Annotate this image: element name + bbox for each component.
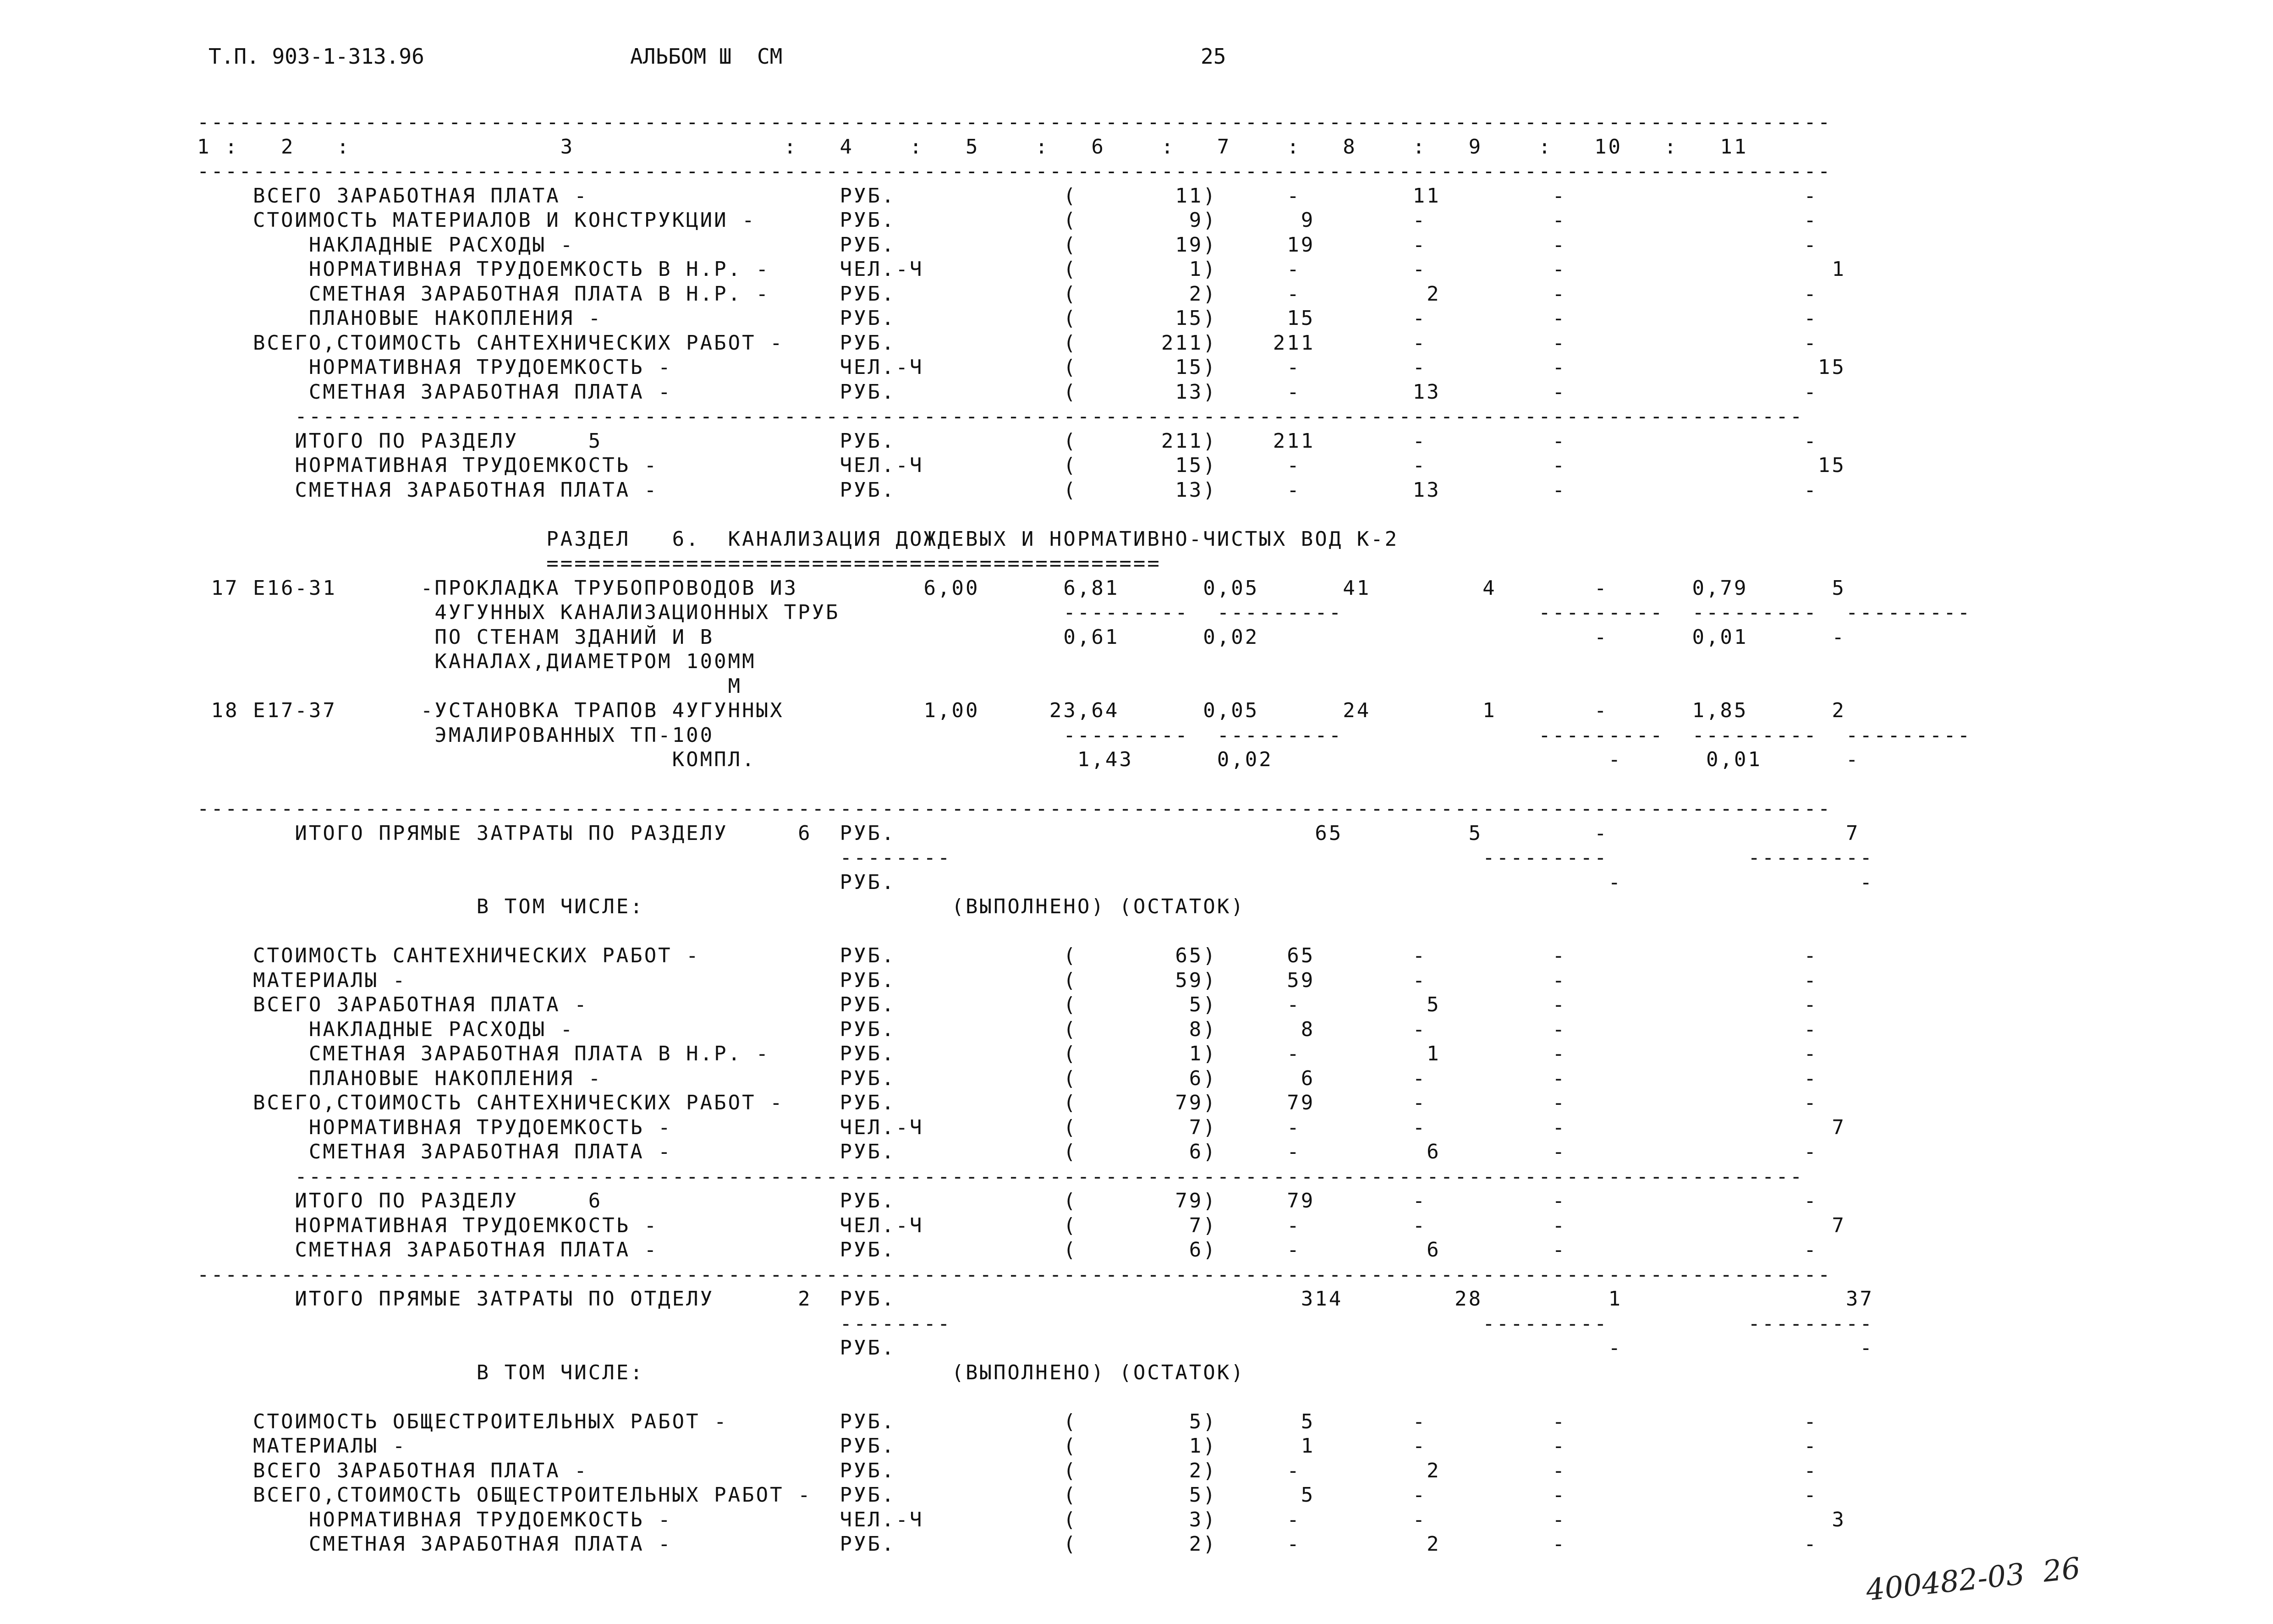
listing-line: СМЕТНАЯ ЗАРАБОТНАЯ ПЛАТА - РУБ. ( 6) - 6 - -	[197, 1140, 1818, 1163]
listing-line: 18 Е17-37 -УСТАНОВКА ТРАПОВ 4УГУННЫХ 1,00 23,64 0,05 24 1 - 1,85 2	[197, 699, 1846, 722]
listing-line: В ТОМ ЧИСЛЕ: (ВЫПОЛНЕНО) (ОСТАТОК)	[197, 895, 1245, 918]
document-code: Т.П. 903-1-313.96	[209, 44, 424, 69]
listing-line: 1 : 2 : 3 : 4 : 5 : 6 : 7 : 8 : 9 : 10 : 11	[197, 135, 1748, 159]
page-number: 25	[1201, 44, 1226, 69]
listing-line: РУБ. - -	[197, 870, 1874, 894]
listing-line: ПЛАНОВЫЕ НАКОПЛЕНИЯ - РУБ. ( 15) 15 - - -	[197, 307, 1818, 330]
listing-line: СМЕТНАЯ ЗАРАБОТНАЯ ПЛАТА - РУБ. ( 13) - 13 - -	[197, 380, 1818, 404]
page-header	[0, 44, 2273, 76]
listing-line: СМЕТНАЯ ЗАРАБОТНАЯ ПЛАТА В Н.Р. - РУБ. ( 1) - 1 - -	[197, 1042, 1818, 1065]
listing-line: ВСЕГО,СТОИМОСТЬ САНТЕХНИЧЕСКИХ РАБОТ - РУБ. ( 211) 211 - - -	[197, 331, 1818, 355]
listing-line: ---------------------------------------------------------------------------------------------------------------------	[197, 159, 1832, 183]
listing-line: ---------------------------------------------------------------------------------------------------------------------	[197, 1262, 1832, 1286]
listing-line: ВСЕГО ЗАРАБОТНАЯ ПЛАТА - РУБ. ( 5) - 5 - -	[197, 993, 1818, 1016]
listing-line: СМЕТНАЯ ЗАРАБОТНАЯ ПЛАТА - РУБ. ( 6) - 6 - -	[197, 1238, 1818, 1262]
listing-line: НОРМАТИВНАЯ ТРУДОЕМКОСТЬ - ЧЕЛ.-Ч ( 7) - - - 7	[197, 1213, 1846, 1237]
album-title: АЛЬБОМ Ш СМ	[630, 44, 783, 69]
listing-line: -------- --------- ---------	[197, 1311, 1874, 1335]
listing-line: СТОИМОСТЬ МАТЕРИАЛОВ И КОНСТРУКЦИИ - РУБ. ( 9) 9 - - -	[197, 208, 1818, 232]
listing-line: ИТОГО ПРЯМЫЕ ЗАТРАТЫ ПО РАЗДЕЛУ 6 РУБ. 65 5 - 7	[197, 821, 1860, 845]
listing-line	[197, 1385, 1971, 1410]
listing-line: КАНАЛАХ,ДИАМЕТРОМ 100ММ	[197, 650, 756, 673]
listing-line: ------------------------------------------------------------------------------------------------------------	[197, 1164, 1804, 1188]
listing-line: МАТЕРИАЛЫ - РУБ. ( 1) 1 - - -	[197, 1434, 1818, 1458]
listing-line: СТОИМОСТЬ ОБЩЕСТРОИТЕЛЬНЫХ РАБОТ - РУБ. ( 5) 5 - - -	[197, 1410, 1818, 1433]
listing-line: СМЕТНАЯ ЗАРАБОТНАЯ ПЛАТА - РУБ. ( 13) - 13 - -	[197, 478, 1818, 502]
listing-line: ПО СТЕНАМ ЗДАНИЙ И В 0,61 0,02 - 0,01 -	[197, 625, 1846, 649]
listing-line: НОРМАТИВНАЯ ТРУДОЕМКОСТЬ - ЧЕЛ.-Ч ( 3) - - - 3	[197, 1508, 1846, 1531]
listing-line: РАЗДЕЛ 6. КАНАЛИЗАЦИЯ ДОЖДЕВЫХ И НОРМАТИВНО-ЧИСТЫХ ВОД К-2	[197, 527, 1399, 551]
listing-line: 4УГУННЫХ КАНАЛИЗАЦИОННЫХ ТРУБ --------- --------- --------- --------- ---------	[197, 601, 1972, 624]
listing-line: ---------------------------------------------------------------------------------------------------------------------	[197, 110, 1832, 134]
listing-line: ИТОГО ПРЯМЫЕ ЗАТРАТЫ ПО ОТДЕЛУ 2 РУБ. 314 28 1 37	[197, 1287, 1874, 1311]
listing-line: НОРМАТИВНАЯ ТРУДОЕМКОСТЬ - ЧЕЛ.-Ч ( 15) - - - 15	[197, 454, 1846, 477]
listing-line: ---------------------------------------------------------------------------------------------------------------------	[197, 797, 1832, 820]
listing-line	[197, 772, 1971, 797]
listing-line: ------------------------------------------------------------------------------------------------------------	[197, 405, 1804, 428]
listing-line: ПЛАНОВЫЕ НАКОПЛЕНИЯ - РУБ. ( 6) 6 - - -	[197, 1066, 1818, 1090]
listing-line: НАКЛАДНЫЕ РАСХОДЫ - РУБ. ( 19) 19 - - -	[197, 233, 1818, 257]
listing-line: ВСЕГО,СТОИМОСТЬ ОБЩЕСТРОИТЕЛЬНЫХ РАБОТ - РУБ. ( 5) 5 - - -	[197, 1483, 1818, 1507]
listing-line: МАТЕРИАЛЫ - РУБ. ( 59) 59 - - -	[197, 968, 1818, 992]
listing-line: НАКЛАДНЫЕ РАСХОДЫ - РУБ. ( 8) 8 - - -	[197, 1017, 1818, 1041]
listing-line: ИТОГО ПО РАЗДЕЛУ 6 РУБ. ( 79) 79 - - -	[197, 1189, 1818, 1213]
listing-line: ВСЕГО,СТОИМОСТЬ САНТЕХНИЧЕСКИХ РАБОТ - РУБ. ( 79) 79 - - -	[197, 1091, 1818, 1114]
listing-line: ВСЕГО ЗАРАБОТНАЯ ПЛАТА - РУБ. ( 2) - 2 - -	[197, 1459, 1818, 1482]
listing-line: М	[197, 674, 742, 698]
listing-line: СМЕТНАЯ ЗАРАБОТНАЯ ПЛАТА В Н.Р. - РУБ. ( 2) - 2 - -	[197, 282, 1818, 306]
listing-line: В ТОМ ЧИСЛЕ: (ВЫПОЛНЕНО) (ОСТАТОК)	[197, 1361, 1245, 1384]
listing-line	[197, 502, 1971, 527]
listing-line	[197, 919, 1971, 944]
listing-line: СТОИМОСТЬ САНТЕХНИЧЕСКИХ РАБОТ - РУБ. ( 65) 65 - - -	[197, 944, 1818, 967]
listing-line: ============================================	[197, 552, 1161, 575]
listing-line: 17 Е16-31 -ПРОКЛАДКА ТРУБОПРОВОДОВ ИЗ 6,00 6,81 0,05 41 4 - 0,79 5	[197, 576, 1846, 600]
listing-line: НОРМАТИВНАЯ ТРУДОЕМКОСТЬ - ЧЕЛ.-Ч ( 15) - - - 15	[197, 356, 1846, 379]
listing-line: СМЕТНАЯ ЗАРАБОТНАЯ ПЛАТА - РУБ. ( 2) - 2 - -	[197, 1532, 1818, 1556]
estimate-listing	[197, 110, 1971, 1557]
listing-line: РУБ. - -	[197, 1336, 1874, 1360]
listing-line: -------- --------- ---------	[197, 846, 1874, 869]
listing-line: ИТОГО ПО РАЗДЕЛУ 5 РУБ. ( 211) 211 - - -	[197, 429, 1818, 453]
listing-line: КОМПЛ. 1,43 0,02 - 0,01 -	[197, 748, 1860, 771]
listing-line: НОРМАТИВНАЯ ТРУДОЕМКОСТЬ - ЧЕЛ.-Ч ( 7) - - - 7	[197, 1115, 1846, 1139]
listing-line: ЭМАЛИРОВАННЫХ ТП-100 --------- --------- --------- --------- ---------	[197, 723, 1972, 747]
handwritten-archive-number: 400482-03 26	[1864, 1551, 2082, 1608]
listing-line: НОРМАТИВНАЯ ТРУДОЕМКОСТЬ В Н.Р. - ЧЕЛ.-Ч ( 1) - - - 1	[197, 258, 1846, 281]
listing-line: ВСЕГО ЗАРАБОТНАЯ ПЛАТА - РУБ. ( 11) - 11 - -	[197, 184, 1818, 208]
